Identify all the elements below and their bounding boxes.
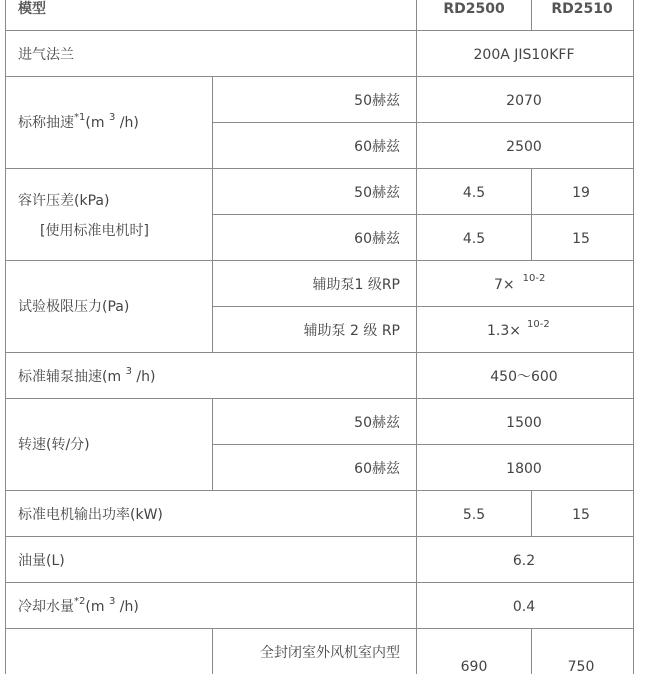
grid-line	[5, 0, 6, 674]
label-text: 标称抽速	[18, 115, 74, 131]
row-label-pressure-diff: 容许压差(kPa)	[18, 193, 110, 209]
sub-label-aux-pump-1: 辅助泵1 级RP	[312, 277, 400, 293]
grid-line	[5, 260, 634, 261]
value-last-rd2510: 750	[567, 659, 595, 675]
label-text: 冷却水量	[18, 599, 74, 615]
label-text: 标准辅泵抽速(m	[18, 369, 122, 385]
grid-line	[531, 628, 532, 674]
row-label-ultimate-pressure: 试验极限压力(Pa)	[18, 299, 130, 315]
value-pressure-60hz-rd2500: 4.5	[462, 231, 486, 247]
grid-line	[5, 76, 634, 77]
value-ultimate-2	[487, 319, 550, 341]
header-model-rd2510: RD2510	[551, 1, 613, 17]
grid-line	[5, 582, 634, 583]
row-label-motor-power: 标准电机输出功率(kW)	[18, 507, 163, 523]
value-exponent: 10-2	[522, 273, 546, 284]
grid-line	[5, 30, 634, 31]
value-last-rd2500: 690	[460, 659, 488, 675]
grid-line	[5, 168, 634, 169]
grid-line	[212, 214, 634, 215]
row-label-cooling-water	[18, 596, 139, 615]
header-model-rd2500: RD2500	[443, 1, 505, 17]
grid-line	[416, 0, 417, 674]
label-text: (m	[85, 115, 105, 131]
row-label-nominal-speed	[18, 112, 139, 131]
value-motor-rd2510: 15	[572, 507, 590, 523]
row-label-rpm: 转速(转/分)	[18, 437, 90, 453]
value-ultimate-1	[494, 273, 546, 295]
sub-label-50hz: 50赫兹	[354, 185, 400, 201]
footnote-marker: *2	[74, 596, 86, 607]
row-label-aux-speed	[18, 366, 156, 385]
grid-line	[5, 490, 634, 491]
sub-label-50hz: 50赫兹	[354, 415, 400, 431]
header-label: 模型	[18, 1, 46, 17]
label-text: /h)	[136, 369, 156, 385]
sub-label-60hz: 60赫兹	[354, 139, 400, 155]
grid-line	[212, 444, 634, 445]
grid-line	[5, 398, 634, 399]
sub-label-50hz: 50赫兹	[354, 93, 400, 109]
unit-exponent: 3	[125, 366, 132, 377]
value-pressure-60hz-rd2510: 15	[572, 231, 590, 247]
row-label-oil: 油量(L)	[18, 553, 65, 569]
grid-line	[212, 628, 213, 674]
value-motor-rd2500: 5.5	[462, 507, 486, 523]
row-label-flange: 进气法兰	[18, 47, 74, 63]
value-speed-50hz: 2070	[506, 93, 542, 109]
grid-line	[633, 0, 634, 674]
label-text: /h)	[119, 115, 139, 131]
value-text: 7×	[494, 277, 515, 293]
sub-label-60hz: 60赫兹	[354, 231, 400, 247]
row-label-pressure-note: [使用标准电机时]	[40, 223, 149, 239]
value-cooling-water: 0.4	[512, 599, 536, 615]
unit-exponent: 3	[108, 112, 116, 123]
value-aux-speed: 450～600	[490, 369, 558, 385]
value-oil: 6.2	[512, 553, 536, 569]
label-text: /h)	[119, 599, 139, 615]
value-pressure-50hz-rd2500: 4.5	[462, 185, 486, 201]
sub-label-aux-pump-2: 辅助泵 2 级 RP	[303, 323, 400, 339]
label-text: (m	[85, 599, 105, 615]
grid-line	[5, 352, 634, 353]
grid-line	[5, 536, 634, 537]
value-speed-60hz: 2500	[506, 139, 542, 155]
value-exponent: 10-2	[527, 319, 550, 330]
value-rpm-60hz: 1800	[506, 461, 542, 477]
sub-label-enclosed-fan: 全封闭室外风机室内型	[260, 645, 400, 661]
value-rpm-50hz: 1500	[506, 415, 542, 431]
grid-line	[212, 306, 634, 307]
grid-line	[212, 122, 634, 123]
grid-line	[531, 490, 532, 536]
footnote-marker: *1	[74, 112, 86, 123]
sub-label-60hz: 60赫兹	[354, 461, 400, 477]
value-flange: 200A JIS10KFF	[473, 47, 575, 63]
value-pressure-50hz-rd2510: 19	[572, 185, 590, 201]
value-text: 1.3×	[487, 323, 521, 339]
grid-line	[5, 628, 634, 629]
unit-exponent: 3	[108, 596, 116, 607]
grid-line	[531, 0, 532, 30]
